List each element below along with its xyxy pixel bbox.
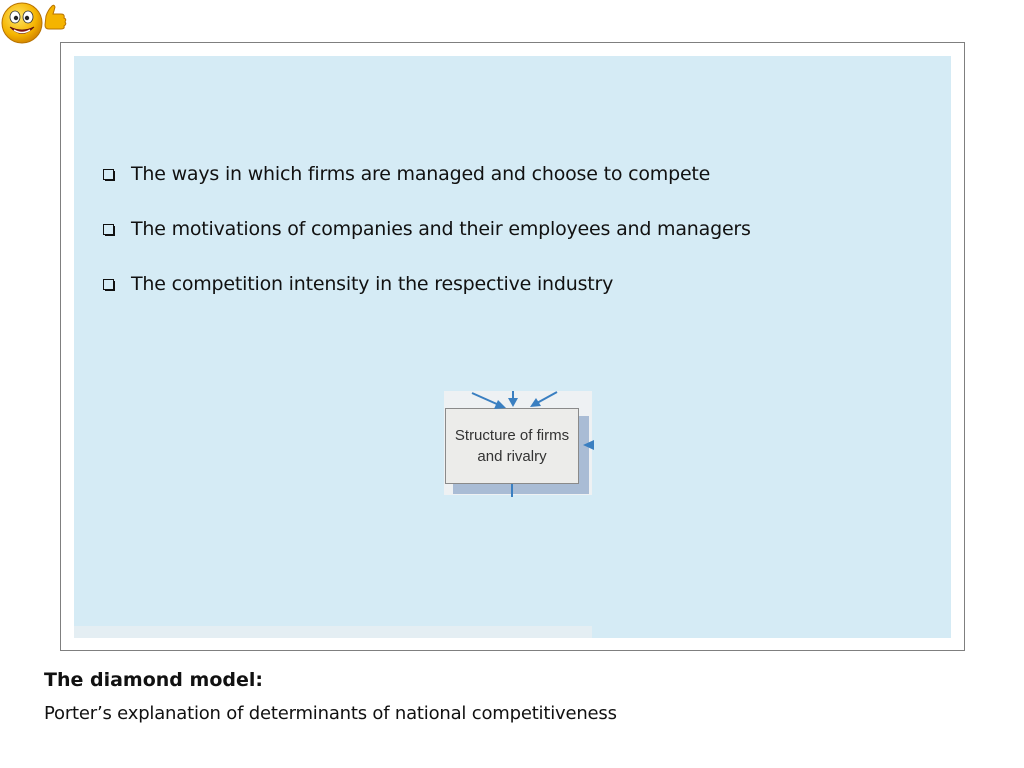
checkbox-bullet-icon — [103, 224, 114, 235]
bullet-text: The ways in which firms are managed and choose to compete — [131, 163, 711, 185]
arrow-head-icon — [508, 398, 518, 407]
box-label: Structure of firms and rivalry — [454, 427, 570, 465]
bullet-item — [103, 160, 751, 188]
bullet-text: The motivations of companies and their employees and managers — [131, 218, 751, 240]
bullet-list — [103, 160, 751, 298]
caption-text: Porter’s explanation of determinants of national competitiveness — [44, 703, 617, 724]
diamond-diagram-fragment — [444, 391, 594, 499]
arrow-head-icon — [583, 440, 594, 450]
checkbox-bullet-icon — [103, 279, 114, 290]
caption-title: The diamond model: — [44, 669, 263, 691]
content-panel — [74, 56, 951, 638]
checkbox-bullet-icon — [103, 169, 114, 180]
bullet-text: The competition intensity in the respective industry — [131, 273, 614, 295]
bullet-item — [103, 270, 751, 298]
diagram-arrows — [444, 391, 594, 499]
bullet-item — [103, 215, 751, 243]
panel-bottom-strip — [74, 626, 592, 638]
emoji-thumbs-up-icon — [0, 0, 72, 46]
